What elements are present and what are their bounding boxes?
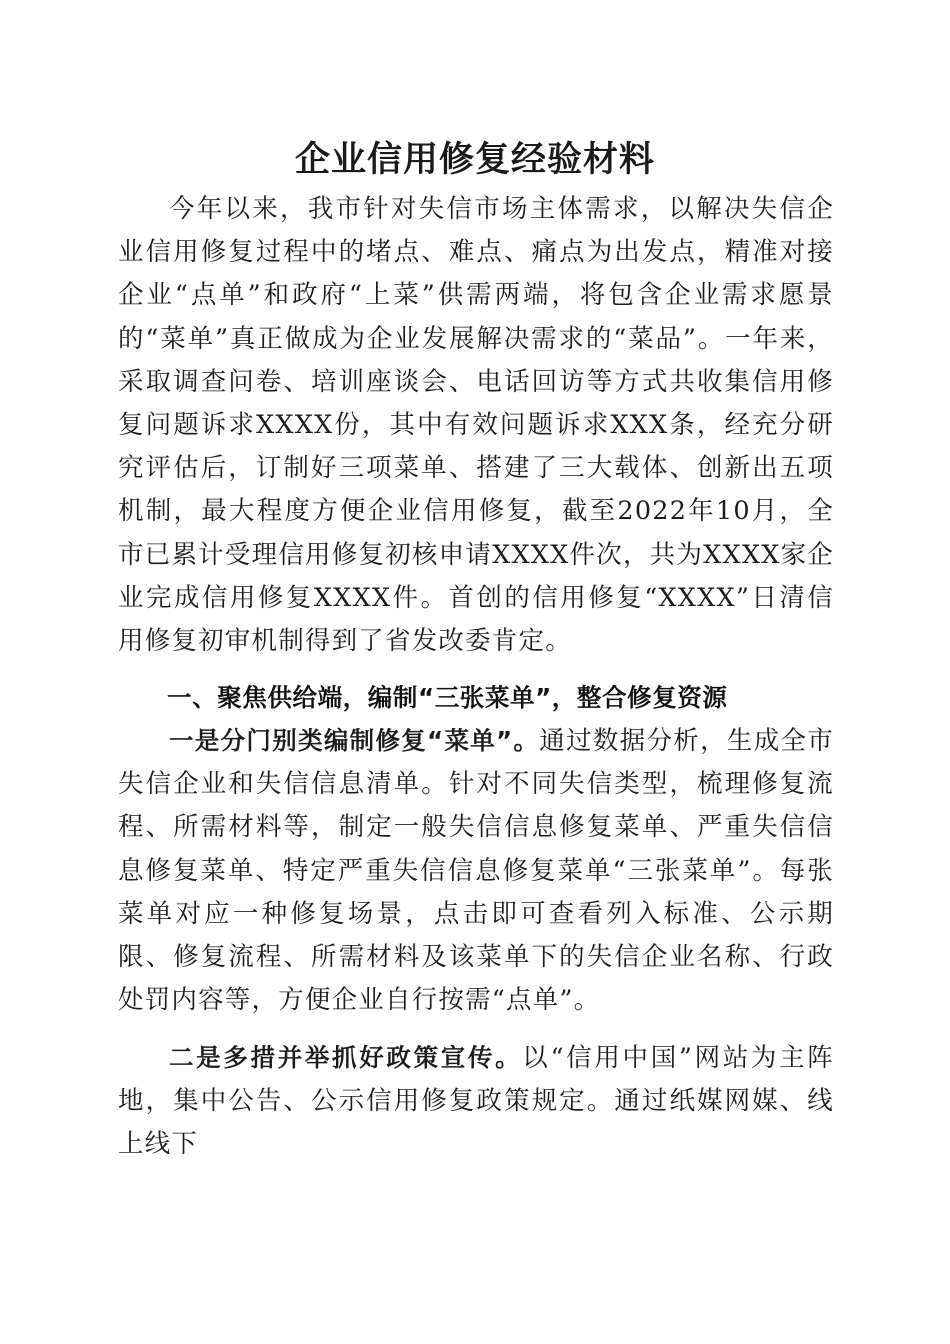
item-1-paragraph [118,719,834,1022]
item-2-body: 以“信用中国”网站为主阵地，集中公告、公示信用修复政策规定。通过纸媒网媒、线上线下 [118,1043,834,1160]
intro-paragraph: 今年以来，我市针对失信市场主体需求，以解决失信企业信用修复过程中的堵点、难点、痛点为出发点，精准对接企业“点单”和政府“上菜”供需两端，将包含企业需求愿景的“菜单”真正做成为企业发展解决需求的“菜品”。一年来，采取调查问卷、培训座谈会、电话回访等方式共收集信用修复问题诉求XXXX份，其中有效问题诉求XXX条，经充分研究评估后，订制好三项菜单、搭建了三大载体、创新出五项机制，最大程度方便企业信用修复，截至2022年10月，全市已累计受理信用修复初核申请XXXX件次，共为XXXX家企业完成信用修复XXXX件。首创的信用修复“XXXX”日清信用修复初审机制得到了省发改委肯定。 [118,194,834,657]
document-title: 企业信用修复经验材料 [294,139,655,180]
item-1-lead: 一是分门别类编制修复“菜单”。 [169,726,540,755]
item-1-body: 通过数据分析，生成全市失信企业和失信信息清单。针对不同失信类型，梳理修复流程、所需材料等，制定一般失信信息修复菜单、严重失信信息修复菜单、特定严重失信信息修复菜单“三张菜单”。每张菜单对应一种修复场景，点击即可查看列入标准、公示期限、修复流程、所需材料及该菜单下的失信企业名称、行政处罚内容等，方便企业自行按需“点单”。 [118,726,835,1016]
section-1-heading: 一、聚焦供给端，编制“三张菜单”，整合修复资源 [167,683,728,712]
item-2-paragraph [118,1036,834,1167]
item-2-lead: 二是多措并举抓好政策宣传。 [169,1043,523,1072]
